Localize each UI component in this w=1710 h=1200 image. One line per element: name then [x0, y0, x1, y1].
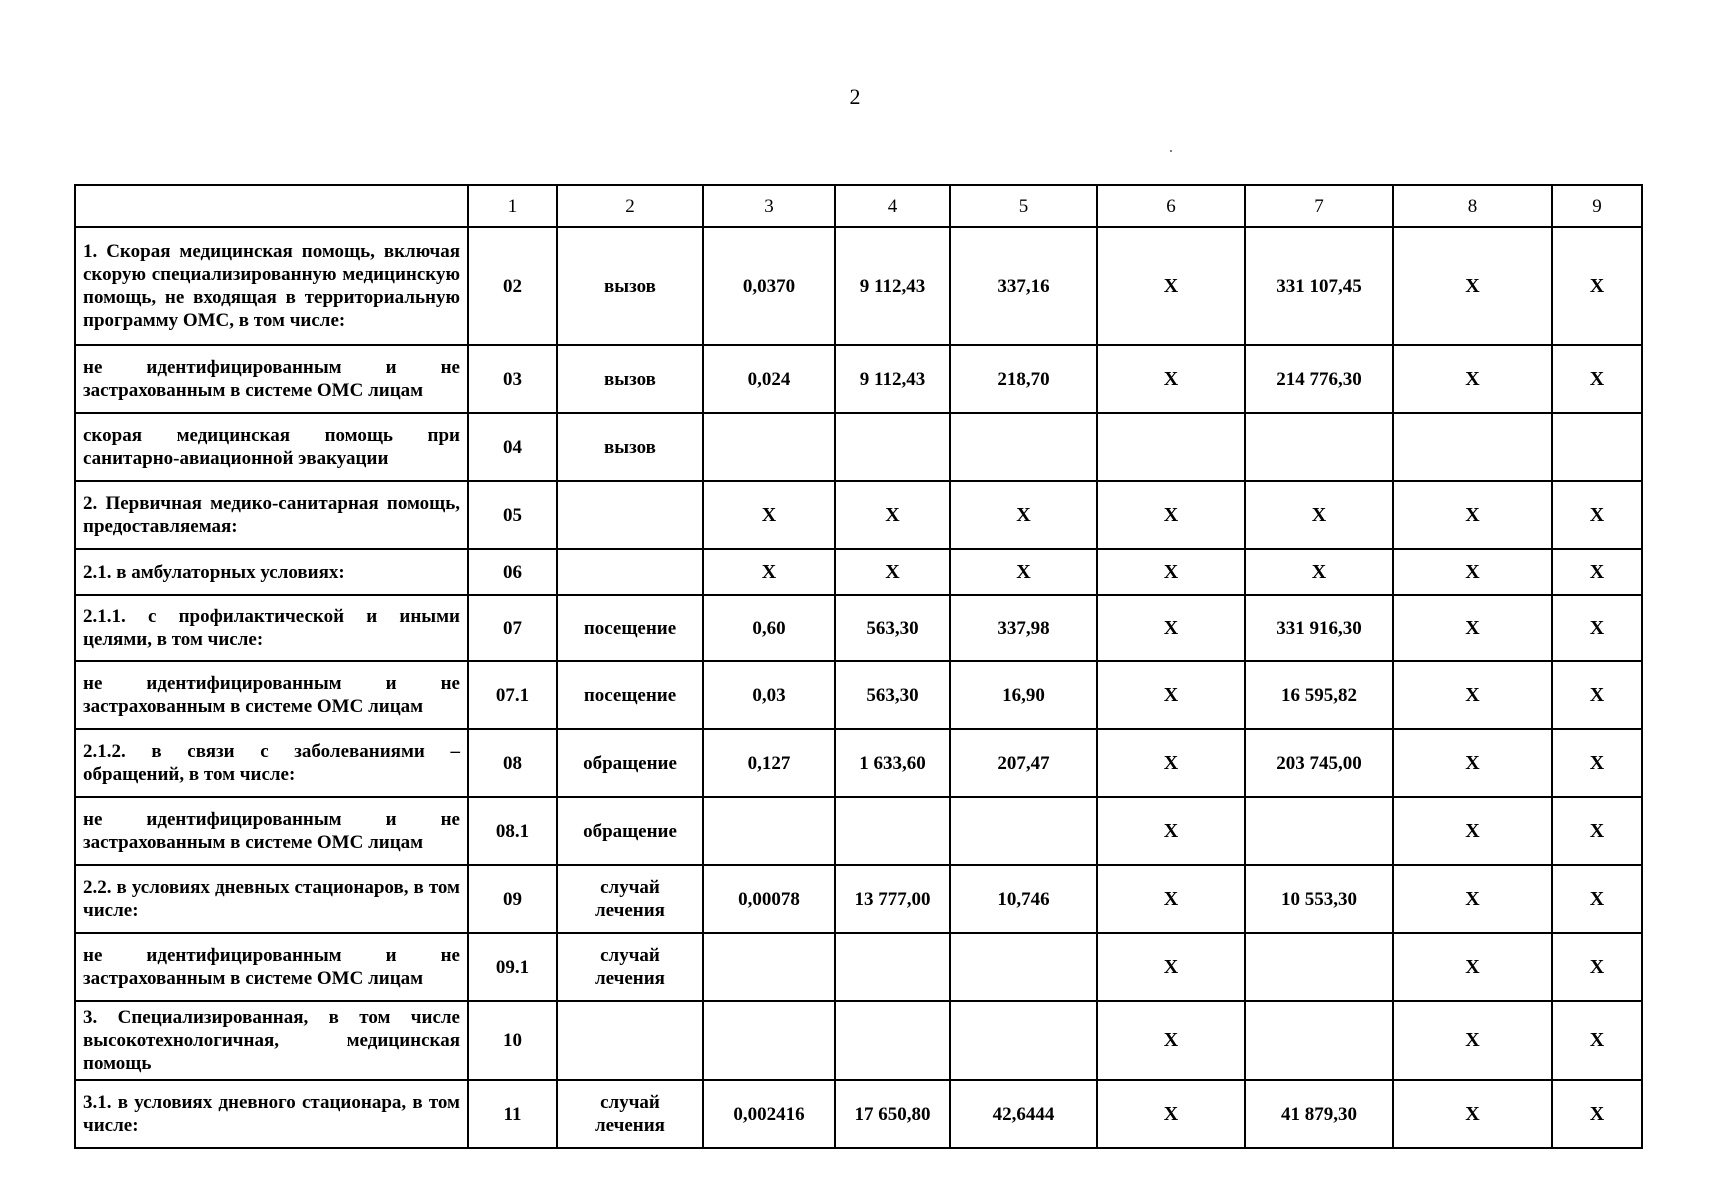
- row-label-cell: 3.1. в условиях дневного стационара, в том числе:: [75, 1080, 468, 1148]
- row-code-cell: 09: [468, 865, 557, 933]
- value-cell: Х: [1393, 661, 1552, 729]
- value-cell: Х: [1552, 1080, 1642, 1148]
- value-cell: Х: [1552, 549, 1642, 595]
- header-cell: 3: [703, 185, 835, 227]
- header-cell: 4: [835, 185, 950, 227]
- value-cell: Х: [1552, 661, 1642, 729]
- value-cell: Х: [1393, 797, 1552, 865]
- unit-cell: [557, 481, 703, 549]
- value-cell: 10 553,30: [1245, 865, 1393, 933]
- value-cell: Х: [1097, 227, 1245, 345]
- value-cell: Х: [1552, 933, 1642, 1001]
- table-row: [75, 797, 1642, 865]
- unit-cell: случай лечения: [557, 865, 703, 933]
- unit-cell: обращение: [557, 797, 703, 865]
- header-cell: 1: [468, 185, 557, 227]
- row-label-cell: 1. Скорая медицинская помощь, включая скорую специализированную медицинскую помощь, не входящая в территориальную программу ОМС, в том числе:: [75, 227, 468, 345]
- value-cell: [835, 413, 950, 481]
- header-cell: 6: [1097, 185, 1245, 227]
- value-cell: Х: [1552, 1001, 1642, 1080]
- value-cell: Х: [1393, 933, 1552, 1001]
- value-cell: Х: [1552, 227, 1642, 345]
- row-label-cell: не идентифицированным и не застрахованным в системе ОМС лицам: [75, 797, 468, 865]
- value-cell: [950, 1001, 1097, 1080]
- table-row: [75, 413, 1642, 481]
- value-cell: Х: [1393, 345, 1552, 413]
- value-cell: 207,47: [950, 729, 1097, 797]
- unit-cell: посещение: [557, 595, 703, 661]
- value-cell: 337,98: [950, 595, 1097, 661]
- value-cell: [1245, 413, 1393, 481]
- row-label-cell: 2.1.2. в связи с заболеваниями – обращений, в том числе:: [75, 729, 468, 797]
- table-body: [75, 185, 1642, 1148]
- row-code-cell: 08: [468, 729, 557, 797]
- unit-cell: обращение: [557, 729, 703, 797]
- table-row: [75, 549, 1642, 595]
- value-cell: 16,90: [950, 661, 1097, 729]
- value-cell: Х: [1552, 595, 1642, 661]
- value-cell: 17 650,80: [835, 1080, 950, 1148]
- value-cell: 0,03: [703, 661, 835, 729]
- unit-cell: случай лечения: [557, 1080, 703, 1148]
- unit-cell: [557, 549, 703, 595]
- value-cell: 13 777,00: [835, 865, 950, 933]
- row-code-cell: 09.1: [468, 933, 557, 1001]
- value-cell: Х: [703, 481, 835, 549]
- value-cell: [950, 933, 1097, 1001]
- value-cell: [703, 413, 835, 481]
- value-cell: 16 595,82: [1245, 661, 1393, 729]
- value-cell: Х: [950, 481, 1097, 549]
- value-cell: Х: [835, 481, 950, 549]
- unit-cell: вызов: [557, 227, 703, 345]
- row-label-cell: не идентифицированным и не застрахованным в системе ОМС лицам: [75, 661, 468, 729]
- header-cell: 7: [1245, 185, 1393, 227]
- value-cell: Х: [1245, 549, 1393, 595]
- value-cell: Х: [1245, 481, 1393, 549]
- value-cell: [1245, 933, 1393, 1001]
- value-cell: [1245, 1001, 1393, 1080]
- table-row: [75, 933, 1642, 1001]
- value-cell: [1552, 413, 1642, 481]
- row-code-cell: 06: [468, 549, 557, 595]
- value-cell: 563,30: [835, 595, 950, 661]
- value-cell: 337,16: [950, 227, 1097, 345]
- scan-speck: [1170, 150, 1172, 152]
- header-cell: 2: [557, 185, 703, 227]
- table-row: [75, 729, 1642, 797]
- value-cell: [835, 933, 950, 1001]
- value-cell: [1393, 413, 1552, 481]
- value-cell: Х: [1097, 797, 1245, 865]
- header-cell: 9: [1552, 185, 1642, 227]
- value-cell: 1 633,60: [835, 729, 950, 797]
- value-cell: Х: [1393, 1080, 1552, 1148]
- value-cell: Х: [1097, 933, 1245, 1001]
- value-cell: Х: [1097, 549, 1245, 595]
- value-cell: Х: [1097, 1001, 1245, 1080]
- value-cell: 563,30: [835, 661, 950, 729]
- row-code-cell: 05: [468, 481, 557, 549]
- value-cell: [703, 933, 835, 1001]
- row-code-cell: 08.1: [468, 797, 557, 865]
- value-cell: 214 776,30: [1245, 345, 1393, 413]
- value-cell: Х: [1097, 481, 1245, 549]
- table-row: [75, 345, 1642, 413]
- value-cell: Х: [950, 549, 1097, 595]
- value-cell: Х: [1552, 729, 1642, 797]
- value-cell: Х: [703, 549, 835, 595]
- row-code-cell: 07: [468, 595, 557, 661]
- value-cell: 0,00078: [703, 865, 835, 933]
- value-cell: [703, 1001, 835, 1080]
- value-cell: 41 879,30: [1245, 1080, 1393, 1148]
- value-cell: Х: [1097, 1080, 1245, 1148]
- value-cell: Х: [1393, 549, 1552, 595]
- value-cell: [1245, 797, 1393, 865]
- value-cell: 10,746: [950, 865, 1097, 933]
- value-cell: 42,6444: [950, 1080, 1097, 1148]
- unit-cell: вызов: [557, 345, 703, 413]
- table-row: [75, 481, 1642, 549]
- row-label-cell: 2.2. в условиях дневных стационаров, в том числе:: [75, 865, 468, 933]
- header-cell: 5: [950, 185, 1097, 227]
- table-row: [75, 595, 1642, 661]
- value-cell: 0,127: [703, 729, 835, 797]
- value-cell: Х: [1097, 345, 1245, 413]
- header-cell: 8: [1393, 185, 1552, 227]
- row-code-cell: 11: [468, 1080, 557, 1148]
- value-cell: Х: [1097, 595, 1245, 661]
- table-row: [75, 227, 1642, 345]
- row-code-cell: 07.1: [468, 661, 557, 729]
- unit-cell: вызов: [557, 413, 703, 481]
- row-label-cell: 2.1.1. с профилактической и иными целями, в том числе:: [75, 595, 468, 661]
- row-label-cell: 2.1. в амбулаторных условиях:: [75, 549, 468, 595]
- row-label-cell: не идентифицированным и не застрахованным в системе ОМС лицам: [75, 345, 468, 413]
- row-label-cell: 3. Специализированная, в том числе высокотехнологичная, медицинская помощь: [75, 1001, 468, 1080]
- value-cell: Х: [1393, 1001, 1552, 1080]
- value-cell: Х: [1393, 227, 1552, 345]
- value-cell: 9 112,43: [835, 345, 950, 413]
- value-cell: Х: [1097, 661, 1245, 729]
- row-code-cell: 02: [468, 227, 557, 345]
- value-cell: Х: [1393, 481, 1552, 549]
- value-cell: 9 112,43: [835, 227, 950, 345]
- value-cell: 0,024: [703, 345, 835, 413]
- value-cell: 0,0370: [703, 227, 835, 345]
- value-cell: Х: [1393, 865, 1552, 933]
- value-cell: Х: [1393, 729, 1552, 797]
- row-code-cell: 03: [468, 345, 557, 413]
- value-cell: Х: [1097, 729, 1245, 797]
- value-cell: 0,002416: [703, 1080, 835, 1148]
- row-code-cell: 04: [468, 413, 557, 481]
- page-number: 2: [849, 84, 861, 109]
- value-cell: [835, 797, 950, 865]
- table-row: [75, 661, 1642, 729]
- data-table: [74, 184, 1643, 1149]
- unit-cell: случай лечения: [557, 933, 703, 1001]
- value-cell: Х: [1552, 865, 1642, 933]
- value-cell: Х: [1552, 345, 1642, 413]
- value-cell: 331 916,30: [1245, 595, 1393, 661]
- value-cell: Х: [835, 549, 950, 595]
- table-row: [75, 1001, 1642, 1080]
- value-cell: Х: [1552, 797, 1642, 865]
- value-cell: [703, 797, 835, 865]
- value-cell: [1097, 413, 1245, 481]
- value-cell: [835, 1001, 950, 1080]
- row-label-cell: 2. Первичная медико-санитарная помощь, предоставляемая:: [75, 481, 468, 549]
- table-row: [75, 1080, 1642, 1148]
- table-row: [75, 865, 1642, 933]
- unit-cell: посещение: [557, 661, 703, 729]
- row-label-cell: скорая медицинская помощь при санитарно-авиационной эвакуации: [75, 413, 468, 481]
- value-cell: 203 745,00: [1245, 729, 1393, 797]
- value-cell: 0,60: [703, 595, 835, 661]
- value-cell: Х: [1552, 481, 1642, 549]
- value-cell: [950, 797, 1097, 865]
- value-cell: Х: [1097, 865, 1245, 933]
- row-label-cell: не идентифицированным и не застрахованным в системе ОМС лицам: [75, 933, 468, 1001]
- value-cell: 331 107,45: [1245, 227, 1393, 345]
- value-cell: Х: [1393, 595, 1552, 661]
- row-code-cell: 10: [468, 1001, 557, 1080]
- value-cell: 218,70: [950, 345, 1097, 413]
- value-cell: [950, 413, 1097, 481]
- unit-cell: [557, 1001, 703, 1080]
- header-row: [75, 185, 1642, 227]
- header-cell: [75, 185, 468, 227]
